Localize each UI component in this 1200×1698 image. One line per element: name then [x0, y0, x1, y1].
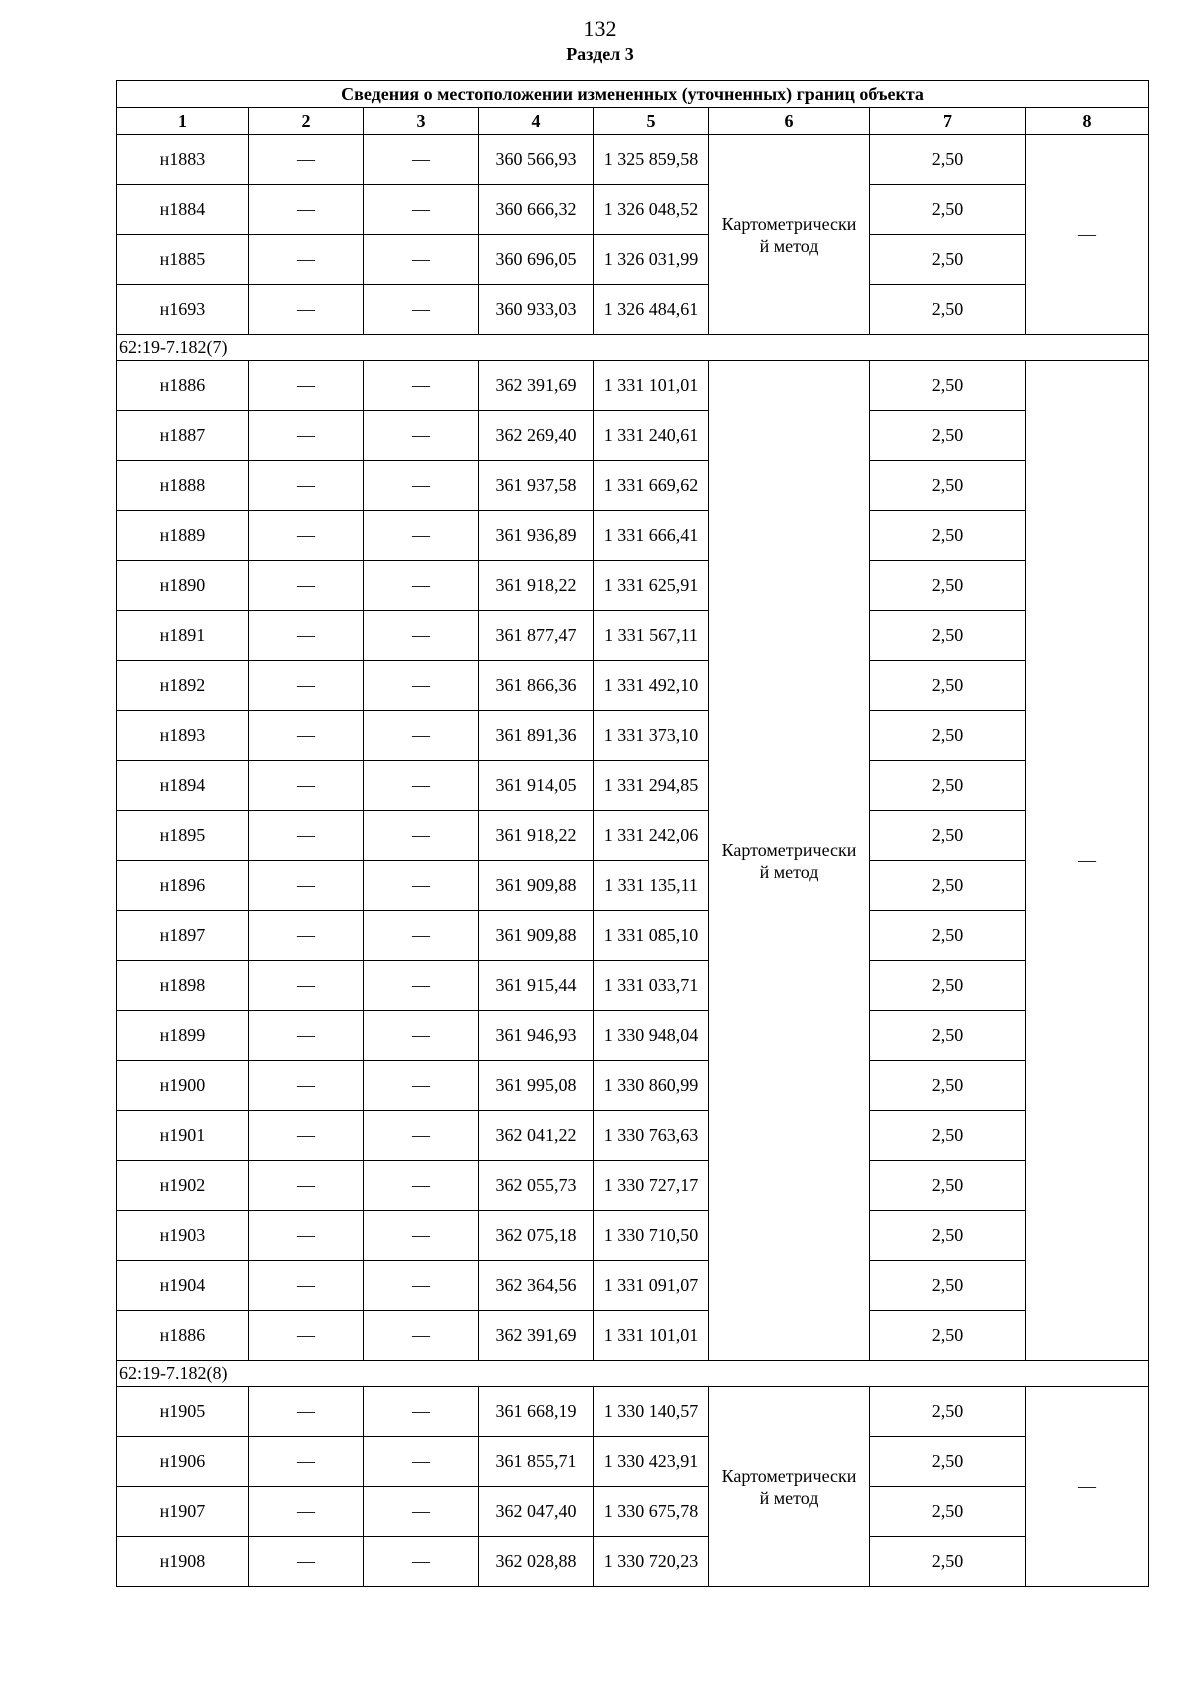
error-cell: 2,50	[870, 1261, 1026, 1311]
table-row	[117, 561, 1149, 611]
method-cell	[709, 361, 870, 1361]
col2-cell: —	[249, 1211, 364, 1261]
x-coordinate-cell: 361 855,71	[479, 1437, 594, 1487]
table-row	[117, 861, 1149, 911]
x-coordinate-cell: 362 391,69	[479, 1311, 594, 1361]
table-row	[117, 711, 1149, 761]
y-coordinate-cell: 1 330 140,57	[594, 1387, 709, 1437]
point-id-cell: н1903	[117, 1211, 249, 1261]
table-row	[117, 1011, 1149, 1061]
col3-cell: —	[364, 961, 479, 1011]
col2-cell: —	[249, 1311, 364, 1361]
table-row	[117, 1111, 1149, 1161]
table-row	[117, 961, 1149, 1011]
table-row	[117, 1487, 1149, 1537]
y-coordinate-cell: 1 331 240,61	[594, 411, 709, 461]
y-coordinate-cell: 1 330 948,04	[594, 1011, 709, 1061]
method-text-line1: Картометрически	[721, 839, 857, 860]
y-coordinate-cell: 1 326 031,99	[594, 235, 709, 285]
y-coordinate-cell: 1 331 033,71	[594, 961, 709, 1011]
col2-cell: —	[249, 1111, 364, 1161]
col2-cell: —	[249, 1537, 364, 1587]
section-title: Раздел 3	[566, 44, 634, 64]
error-cell: 2,50	[870, 1061, 1026, 1111]
error-cell: 2,50	[870, 1387, 1026, 1437]
col2-cell: —	[249, 1487, 364, 1537]
point-id-cell: н1896	[117, 861, 249, 911]
x-coordinate-cell: 362 041,22	[479, 1111, 594, 1161]
point-id-cell: н1897	[117, 911, 249, 961]
column-header: 3	[364, 108, 479, 135]
col3-cell: —	[364, 911, 479, 961]
point-id-cell: н1889	[117, 511, 249, 561]
col2-cell: —	[249, 1261, 364, 1311]
table-row	[117, 511, 1149, 561]
y-coordinate-cell: 1 331 625,91	[594, 561, 709, 611]
y-coordinate-cell: 1 330 675,78	[594, 1487, 709, 1537]
table-row	[117, 661, 1149, 711]
col3-cell: —	[364, 1311, 479, 1361]
x-coordinate-cell: 361 909,88	[479, 911, 594, 961]
col2-cell: —	[249, 861, 364, 911]
table-row	[117, 611, 1149, 661]
error-cell: 2,50	[870, 711, 1026, 761]
y-coordinate-cell: 1 331 373,10	[594, 711, 709, 761]
x-coordinate-cell: 362 364,56	[479, 1261, 594, 1311]
col3-cell: —	[364, 1011, 479, 1061]
column-header: 7	[870, 108, 1026, 135]
col3-cell: —	[364, 761, 479, 811]
point-id-cell: н1887	[117, 411, 249, 461]
y-coordinate-cell: 1 331 135,11	[594, 861, 709, 911]
y-coordinate-cell: 1 326 484,61	[594, 285, 709, 335]
col2-cell: —	[249, 561, 364, 611]
point-id-cell: н1906	[117, 1437, 249, 1487]
error-cell: 2,50	[870, 861, 1026, 911]
point-id-cell: н1883	[117, 135, 249, 185]
table-row	[117, 285, 1149, 335]
x-coordinate-cell: 360 566,93	[479, 135, 594, 185]
error-cell: 2,50	[870, 1211, 1026, 1261]
col3-cell: —	[364, 661, 479, 711]
table-row	[117, 461, 1149, 511]
table-row	[117, 1387, 1149, 1437]
y-coordinate-cell: 1 331 101,01	[594, 361, 709, 411]
y-coordinate-cell: 1 330 710,50	[594, 1211, 709, 1261]
error-cell: 2,50	[870, 1311, 1026, 1361]
y-coordinate-cell: 1 331 666,41	[594, 511, 709, 561]
x-coordinate-cell: 360 696,05	[479, 235, 594, 285]
table-row	[117, 761, 1149, 811]
point-id-cell: н1901	[117, 1111, 249, 1161]
col2-cell: —	[249, 235, 364, 285]
y-coordinate-cell: 1 331 242,06	[594, 811, 709, 861]
method-text-line1: Картометрически	[721, 1465, 857, 1486]
y-coordinate-cell: 1 330 727,17	[594, 1161, 709, 1211]
col8-cell: —	[1026, 361, 1149, 1361]
col3-cell: —	[364, 361, 479, 411]
y-coordinate-cell: 1 331 101,01	[594, 1311, 709, 1361]
page-number: 132	[583, 16, 617, 41]
table-row	[117, 911, 1149, 961]
y-coordinate-cell: 1 330 860,99	[594, 1061, 709, 1111]
x-coordinate-cell: 360 666,32	[479, 185, 594, 235]
point-id-cell: н1888	[117, 461, 249, 511]
x-coordinate-cell: 362 391,69	[479, 361, 594, 411]
point-id-cell: н1900	[117, 1061, 249, 1111]
error-cell: 2,50	[870, 235, 1026, 285]
point-id-cell: н1895	[117, 811, 249, 861]
error-cell: 2,50	[870, 185, 1026, 235]
col2-cell: —	[249, 411, 364, 461]
col3-cell: —	[364, 611, 479, 661]
col3-cell: —	[364, 185, 479, 235]
col3-cell: —	[364, 1261, 479, 1311]
group-label-row	[117, 335, 1149, 361]
x-coordinate-cell: 361 866,36	[479, 661, 594, 711]
x-coordinate-cell: 361 937,58	[479, 461, 594, 511]
method-text-line1: Картометрически	[721, 213, 857, 234]
method-text-line2: й метод	[759, 235, 819, 256]
col2-cell: —	[249, 911, 364, 961]
col3-cell: —	[364, 1537, 479, 1587]
col3-cell: —	[364, 1211, 479, 1261]
method-text-line2: й метод	[759, 1487, 819, 1508]
error-cell: 2,50	[870, 461, 1026, 511]
col2-cell: —	[249, 711, 364, 761]
x-coordinate-cell: 361 915,44	[479, 961, 594, 1011]
col3-cell: —	[364, 861, 479, 911]
col3-cell: —	[364, 1437, 479, 1487]
error-cell: 2,50	[870, 1487, 1026, 1537]
column-header: 1	[117, 108, 249, 135]
y-coordinate-cell: 1 331 669,62	[594, 461, 709, 511]
col2-cell: —	[249, 285, 364, 335]
point-id-cell: н1902	[117, 1161, 249, 1211]
error-cell: 2,50	[870, 511, 1026, 561]
column-header: 4	[479, 108, 594, 135]
col3-cell: —	[364, 1061, 479, 1111]
group-label-row	[117, 1361, 1149, 1387]
table-body	[117, 135, 1149, 1587]
x-coordinate-cell: 362 055,73	[479, 1161, 594, 1211]
coordinates-table	[116, 80, 1149, 1587]
col3-cell: —	[364, 561, 479, 611]
error-cell: 2,50	[870, 561, 1026, 611]
method-cell	[709, 135, 870, 335]
col3-cell: —	[364, 285, 479, 335]
x-coordinate-cell: 361 914,05	[479, 761, 594, 811]
column-header: 5	[594, 108, 709, 135]
point-id-cell: н1899	[117, 1011, 249, 1061]
col2-cell: —	[249, 961, 364, 1011]
table-title-row	[117, 81, 1149, 108]
table-title: Сведения о местоположении измененных (уточненных) границ объекта	[117, 81, 1149, 108]
point-id-cell: н1905	[117, 1387, 249, 1437]
col2-cell: —	[249, 1437, 364, 1487]
y-coordinate-cell: 1 330 763,63	[594, 1111, 709, 1161]
point-id-cell: н1891	[117, 611, 249, 661]
error-cell: 2,50	[870, 811, 1026, 861]
point-id-cell: н1898	[117, 961, 249, 1011]
error-cell: 2,50	[870, 911, 1026, 961]
x-coordinate-cell: 362 028,88	[479, 1537, 594, 1587]
col3-cell: —	[364, 711, 479, 761]
table-row	[117, 1061, 1149, 1111]
col2-cell: —	[249, 135, 364, 185]
y-coordinate-cell: 1 325 859,58	[594, 135, 709, 185]
col3-cell: —	[364, 135, 479, 185]
error-cell: 2,50	[870, 1011, 1026, 1061]
col2-cell: —	[249, 611, 364, 661]
table-row	[117, 811, 1149, 861]
table-row	[117, 1537, 1149, 1587]
table-row	[117, 1161, 1149, 1211]
error-cell: 2,50	[870, 135, 1026, 185]
col8-cell: —	[1026, 1387, 1149, 1587]
table-row	[117, 235, 1149, 285]
table-row	[117, 1211, 1149, 1261]
col2-cell: —	[249, 511, 364, 561]
x-coordinate-cell: 361 918,22	[479, 561, 594, 611]
error-cell: 2,50	[870, 1111, 1026, 1161]
error-cell: 2,50	[870, 661, 1026, 711]
error-cell: 2,50	[870, 285, 1026, 335]
col2-cell: —	[249, 1161, 364, 1211]
error-cell: 2,50	[870, 761, 1026, 811]
y-coordinate-cell: 1 331 294,85	[594, 761, 709, 811]
col2-cell: —	[249, 1011, 364, 1061]
table-row	[117, 1437, 1149, 1487]
point-id-cell: н1892	[117, 661, 249, 711]
group-label: 62:19-7.182(8)	[117, 1361, 1149, 1387]
point-id-cell: н1908	[117, 1537, 249, 1587]
error-cell: 2,50	[870, 611, 1026, 661]
y-coordinate-cell: 1 331 567,11	[594, 611, 709, 661]
col3-cell: —	[364, 235, 479, 285]
group-label: 62:19-7.182(7)	[117, 335, 1149, 361]
x-coordinate-cell: 361 946,93	[479, 1011, 594, 1061]
x-coordinate-cell: 362 269,40	[479, 411, 594, 461]
x-coordinate-cell: 361 995,08	[479, 1061, 594, 1111]
point-id-cell: н1890	[117, 561, 249, 611]
column-header: 2	[249, 108, 364, 135]
error-cell: 2,50	[870, 961, 1026, 1011]
point-id-cell: н1894	[117, 761, 249, 811]
y-coordinate-cell: 1 331 085,10	[594, 911, 709, 961]
y-coordinate-cell: 1 331 091,07	[594, 1261, 709, 1311]
x-coordinate-cell: 361 918,22	[479, 811, 594, 861]
y-coordinate-cell: 1 326 048,52	[594, 185, 709, 235]
col2-cell: —	[249, 185, 364, 235]
point-id-cell: н1884	[117, 185, 249, 235]
x-coordinate-cell: 362 075,18	[479, 1211, 594, 1261]
table-row	[117, 1261, 1149, 1311]
point-id-cell: н1893	[117, 711, 249, 761]
x-coordinate-cell: 361 877,47	[479, 611, 594, 661]
col3-cell: —	[364, 511, 479, 561]
method-cell	[709, 1387, 870, 1587]
col3-cell: —	[364, 1487, 479, 1537]
col2-cell: —	[249, 1061, 364, 1111]
col2-cell: —	[249, 461, 364, 511]
error-cell: 2,50	[870, 1537, 1026, 1587]
column-header: 6	[709, 108, 870, 135]
col3-cell: —	[364, 1387, 479, 1437]
col3-cell: —	[364, 811, 479, 861]
col3-cell: —	[364, 1111, 479, 1161]
point-id-cell: н1885	[117, 235, 249, 285]
point-id-cell: н1886	[117, 361, 249, 411]
method-text-line2: й метод	[759, 861, 819, 882]
x-coordinate-cell: 360 933,03	[479, 285, 594, 335]
col3-cell: —	[364, 1161, 479, 1211]
x-coordinate-cell: 361 668,19	[479, 1387, 594, 1437]
table-row	[117, 411, 1149, 461]
x-coordinate-cell: 361 909,88	[479, 861, 594, 911]
table-row	[117, 361, 1149, 411]
col3-cell: —	[364, 411, 479, 461]
col3-cell: —	[364, 461, 479, 511]
table-row	[117, 185, 1149, 235]
y-coordinate-cell: 1 331 492,10	[594, 661, 709, 711]
error-cell: 2,50	[870, 361, 1026, 411]
col2-cell: —	[249, 1387, 364, 1437]
y-coordinate-cell: 1 330 720,23	[594, 1537, 709, 1587]
column-header: 8	[1026, 108, 1149, 135]
x-coordinate-cell: 361 891,36	[479, 711, 594, 761]
table-header-row	[117, 108, 1149, 135]
point-id-cell: н1693	[117, 285, 249, 335]
point-id-cell: н1886	[117, 1311, 249, 1361]
col2-cell: —	[249, 361, 364, 411]
point-id-cell: н1907	[117, 1487, 249, 1537]
error-cell: 2,50	[870, 1161, 1026, 1211]
table-row	[117, 1311, 1149, 1361]
col2-cell: —	[249, 761, 364, 811]
col2-cell: —	[249, 811, 364, 861]
x-coordinate-cell: 362 047,40	[479, 1487, 594, 1537]
col2-cell: —	[249, 661, 364, 711]
point-id-cell: н1904	[117, 1261, 249, 1311]
table-row	[117, 135, 1149, 185]
x-coordinate-cell: 361 936,89	[479, 511, 594, 561]
y-coordinate-cell: 1 330 423,91	[594, 1437, 709, 1487]
error-cell: 2,50	[870, 411, 1026, 461]
error-cell: 2,50	[870, 1437, 1026, 1487]
col8-cell: —	[1026, 135, 1149, 335]
